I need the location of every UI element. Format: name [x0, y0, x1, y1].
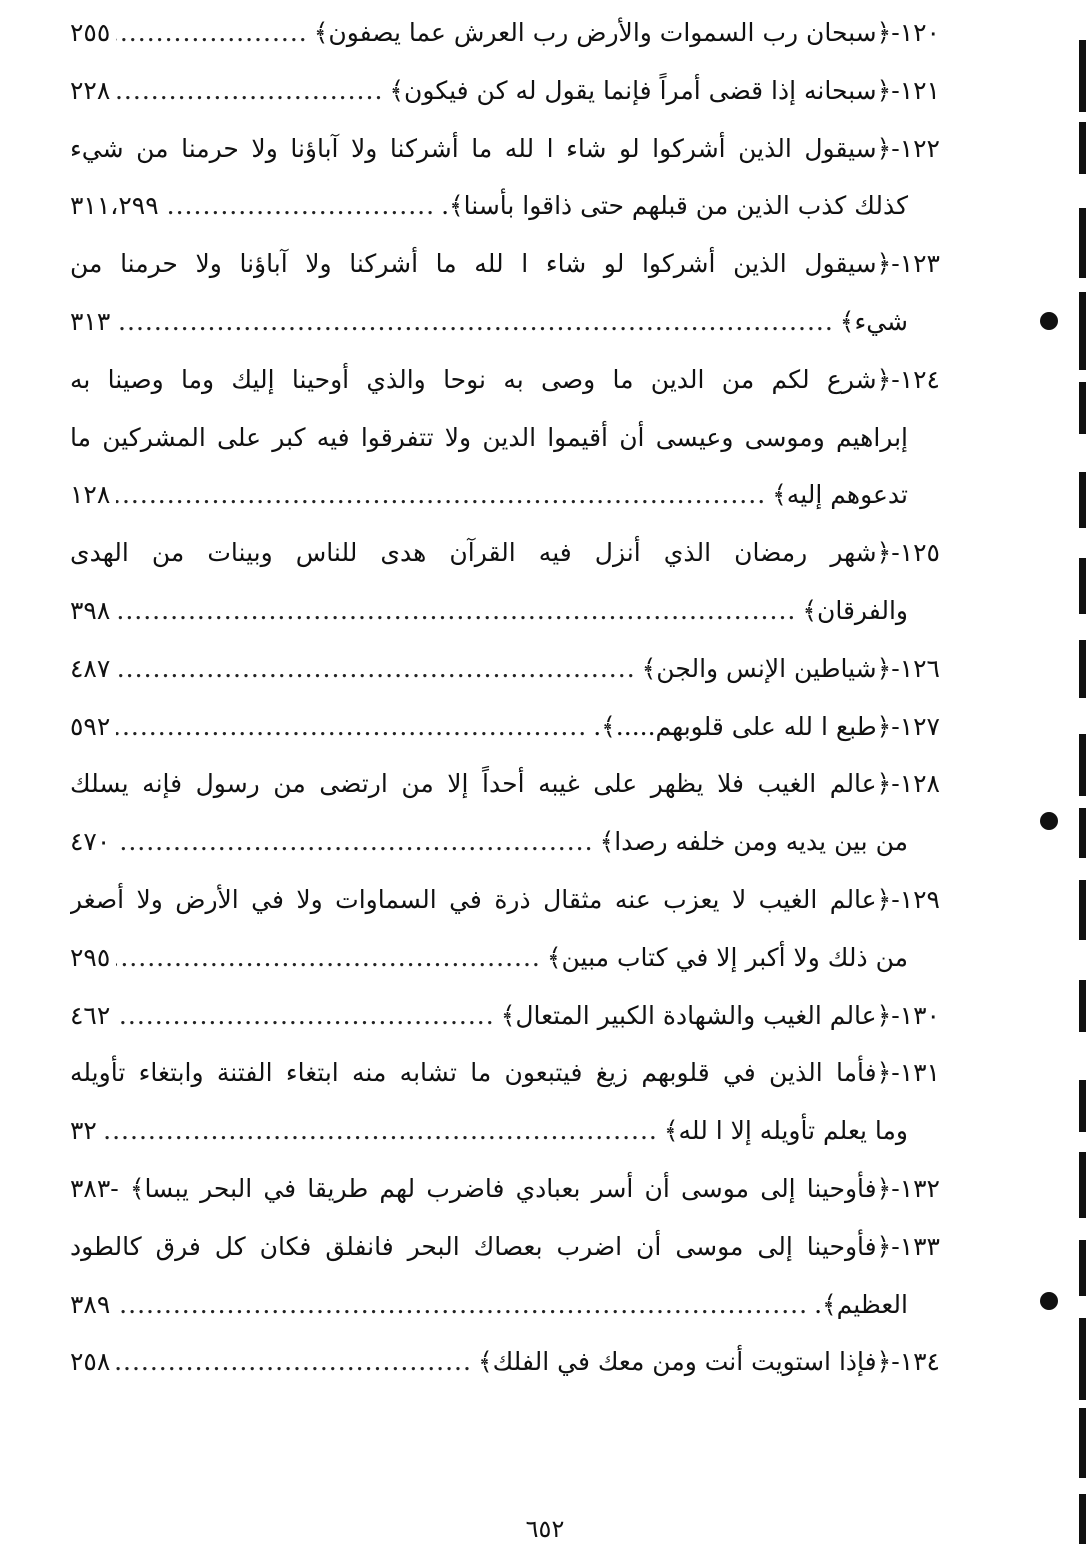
verse-text: ﴿عالم الغيب فلا يظهر على غيبه أحداً إلا من ارتضى من رسول فإنه يسلك: [70, 769, 892, 799]
index-entry: [70, 1044, 940, 1160]
entry-dash: -: [891, 884, 900, 914]
entry-line: [70, 871, 940, 929]
binding-edge-mark: [1079, 1494, 1086, 1544]
entry-dash: -: [891, 364, 900, 394]
verse-text: ﴿عالم الغيب والشهادة الكبير المتعال﴾: [500, 1000, 892, 1030]
page-reference: ٢٥٥: [70, 18, 111, 47]
verse-text: من ذلك ولا أكبر إلا في كتاب مبين﴾: [546, 942, 908, 972]
index-entry: [70, 235, 940, 351]
entry-line: [70, 755, 940, 813]
entry-line: [70, 409, 940, 467]
entry-dash: -: [891, 1000, 900, 1030]
dot-leader: [116, 1333, 472, 1391]
binding-edge-mark: [1079, 1318, 1086, 1400]
entry-dash: -: [891, 538, 900, 568]
entry-line: [70, 120, 940, 178]
entry-dash: -: [891, 653, 900, 683]
index-entry: [70, 755, 940, 871]
index-entry: [70, 640, 940, 698]
verse-index-list: [70, 4, 940, 1391]
dot-leader: [116, 4, 307, 62]
index-entry: [70, 987, 940, 1045]
index-entry: [70, 871, 940, 987]
verse-text: كذلك كذب الذين من قبلهم حتى ذاقوا بأسنا﴾.: [441, 191, 908, 221]
page-reference: ٢٥٨: [70, 1347, 111, 1377]
index-entry: [70, 120, 940, 236]
entry-number: ١٢٤: [899, 364, 940, 394]
entry-number: ١٣٢: [899, 1173, 940, 1203]
binding-edge-mark: [1079, 640, 1086, 698]
page-reference: ١٢٨: [70, 480, 111, 510]
entry-line: [70, 1160, 940, 1218]
entry-number: ١٢٣: [899, 249, 940, 279]
entry-line: [70, 1102, 940, 1160]
binding-edge-mark: [1079, 122, 1086, 174]
entry-number: ١٣٠: [899, 1000, 940, 1030]
entry-dash: -: [891, 711, 900, 741]
entry-dash: -: [891, 133, 900, 163]
verse-text: وما يعلم تأويله إلا ا لله﴾: [663, 1116, 908, 1146]
page-reference: ٤٨٧: [70, 653, 111, 683]
binding-edge-mark: [1079, 292, 1086, 370]
page-reference: ٣١٣: [70, 306, 111, 336]
entry-number: ١٣٤: [899, 1347, 940, 1377]
entry-dash: -: [891, 75, 900, 105]
index-entry: [70, 1218, 940, 1334]
entry-line: [70, 351, 940, 409]
page-reference: ٣٢: [70, 1116, 97, 1146]
entry-number: ١٢٧: [899, 711, 940, 741]
entry-number: ١٢١: [899, 75, 940, 105]
dot-leader: [116, 1276, 808, 1334]
page-number: ٦٥٢: [525, 1515, 565, 1543]
entry-line: [70, 698, 940, 756]
entry-dash: -: [891, 18, 900, 47]
verse-text: ﴿فإذا استويت أنت ومن معك في الفلك﴾: [477, 1347, 892, 1377]
index-entry: [70, 698, 940, 756]
binding-edge-mark: [1079, 734, 1086, 796]
verse-text: ﴿شياطين الإنس والجن﴾: [641, 653, 892, 683]
binding-edge-mark: [1079, 558, 1086, 614]
entry-dash: -: [891, 1231, 900, 1261]
entry-line: [70, 1276, 940, 1334]
binding-edge-mark: [1079, 1408, 1086, 1478]
page-reference: ٢٩٥: [70, 942, 111, 972]
dot-leader: [116, 640, 635, 698]
binding-edge-mark: [1079, 1152, 1086, 1218]
entry-line: [70, 987, 940, 1045]
verse-text: ﴿سيقول الذين أشركوا لو شاء ا لله ما أشركنا ولا آباؤنا ولا حرمنا من: [70, 249, 892, 279]
index-entry: [70, 1160, 940, 1218]
binding-edge-mark: [1079, 880, 1086, 940]
binding-edge-mark: [1079, 382, 1086, 434]
verse-text: ﴿عالم الغيب لا يعزب عنه مثقال ذرة في السماوات ولا في الأرض ولا أصغر: [70, 884, 892, 914]
dot-leader: [116, 813, 593, 871]
binding-edge-mark: [1079, 1080, 1086, 1132]
entry-number: ١٢٠: [899, 18, 940, 47]
index-entry: [70, 1333, 940, 1391]
index-entry: [70, 351, 940, 524]
index-entry: [70, 524, 940, 640]
entry-dash: -: [891, 1347, 900, 1377]
entry-number: ١٢٦: [899, 653, 940, 683]
verse-text: ﴿سبحان رب السموات والأرض رب العرش عما يصفون﴾: [313, 18, 892, 47]
page-reference: ٣٩٨: [70, 595, 111, 625]
entry-number: ١٣٣: [899, 1231, 940, 1261]
binding-edge-mark: [1079, 472, 1086, 528]
entry-line: [70, 813, 940, 871]
punch-hole-mark: [1040, 812, 1058, 830]
verse-text: ﴿سيقول الذين أشركوا لو شاء ا لله ما أشركنا ولا آباؤنا ولا حرمنا من شيء: [70, 133, 892, 163]
dot-leader: [116, 582, 796, 640]
entry-number: ١٢٢: [899, 133, 940, 163]
entry-number: ١٢٥: [899, 538, 940, 568]
punch-hole-mark: [1040, 1292, 1058, 1310]
verse-text: ﴿فأما الذين في قلوبهم زيغ فيتبعون ما تشابه منه ابتغاء الفتنة وابتغاء تأويله: [70, 1058, 892, 1088]
entry-line: [70, 524, 940, 582]
binding-edge-mark: [1079, 1240, 1086, 1296]
dot-leader: [116, 929, 541, 987]
entry-line: [70, 466, 940, 524]
entry-number: ١٢٩: [899, 884, 940, 914]
entry-dash: -: [891, 1173, 900, 1203]
binding-edge-mark: [1079, 808, 1086, 858]
verse-text: العظيم﴾.: [814, 1289, 908, 1319]
verse-text: ﴿شرع لكم من الدين ما وصى به نوحا والذي أوحينا إليك وما وصينا به: [70, 364, 892, 394]
entry-line: [70, 1218, 940, 1276]
verse-text: من بين يديه ومن خلفه رصدا﴾: [599, 827, 908, 857]
dot-leader: [116, 62, 383, 120]
entry-line: [70, 177, 940, 235]
dot-leader: [116, 987, 494, 1045]
entry-line: [70, 640, 940, 698]
dot-leader: [103, 1102, 658, 1160]
entry-line: [70, 235, 940, 293]
page-reference: ٣٨٩: [70, 1289, 111, 1319]
entry-line: [70, 293, 940, 351]
entry-line: [70, 582, 940, 640]
page-reference: ٤٧٠: [70, 827, 111, 857]
page-reference: ٢٢٨: [70, 75, 111, 105]
entry-dash: -: [891, 249, 900, 279]
entry-number: ١٢٨: [899, 769, 940, 799]
binding-edge-mark: [1079, 208, 1086, 278]
verse-text: تدعوهم إليه﴾: [772, 480, 908, 510]
dot-leader: [116, 698, 587, 756]
verse-text: والفرقان﴾: [802, 595, 908, 625]
verse-text: ﴿سبحانه إذا قضى أمراً فإنما يقول له كن فيكون﴾: [389, 75, 892, 105]
binding-edge-mark: [1079, 40, 1086, 112]
verse-text: شيء﴾: [839, 306, 908, 336]
dot-leader: [116, 293, 834, 351]
dot-leader: [116, 466, 766, 524]
punch-hole-mark: [1040, 312, 1058, 330]
verse-text: ﴿فأوحينا إلى موسى أن اضرب بعصاك البحر فانفلق فكان كل فرق كالطود: [70, 1231, 892, 1261]
entry-line: [70, 929, 940, 987]
entry-dash: -: [891, 769, 900, 799]
index-entry: [70, 62, 940, 120]
entry-line: [70, 4, 940, 62]
index-entry: [70, 4, 940, 62]
verse-text: ﴿فأوحينا إلى موسى أن أسر بعبادي فاضرب لهم طريقا في البحر يبسا﴾ -٣٨٣: [70, 1173, 892, 1203]
entry-line: [70, 1044, 940, 1102]
verse-text: ﴿طبع ا لله على قلوبهم.....﴾.: [593, 711, 892, 741]
entry-line: [70, 1333, 940, 1391]
page-reference: ٤٦٢: [70, 1000, 111, 1030]
verse-text: إبراهيم وموسى وعيسى أن أقيموا الدين ولا تتفرقوا فيه كبر على المشركين ما: [70, 422, 908, 452]
verse-text: ﴿شهر رمضان الذي أنزل فيه القرآن هدى للناس وبينات من الهدى: [70, 538, 892, 568]
dot-leader: [165, 177, 435, 235]
entry-number: ١٣١: [899, 1058, 940, 1088]
page-reference: ٥٩٢: [70, 711, 111, 741]
binding-edge-mark: [1079, 980, 1086, 1032]
entry-dash: -: [891, 1058, 900, 1088]
entry-line: [70, 62, 940, 120]
page-reference: ٣١١،٢٩٩: [70, 191, 159, 221]
